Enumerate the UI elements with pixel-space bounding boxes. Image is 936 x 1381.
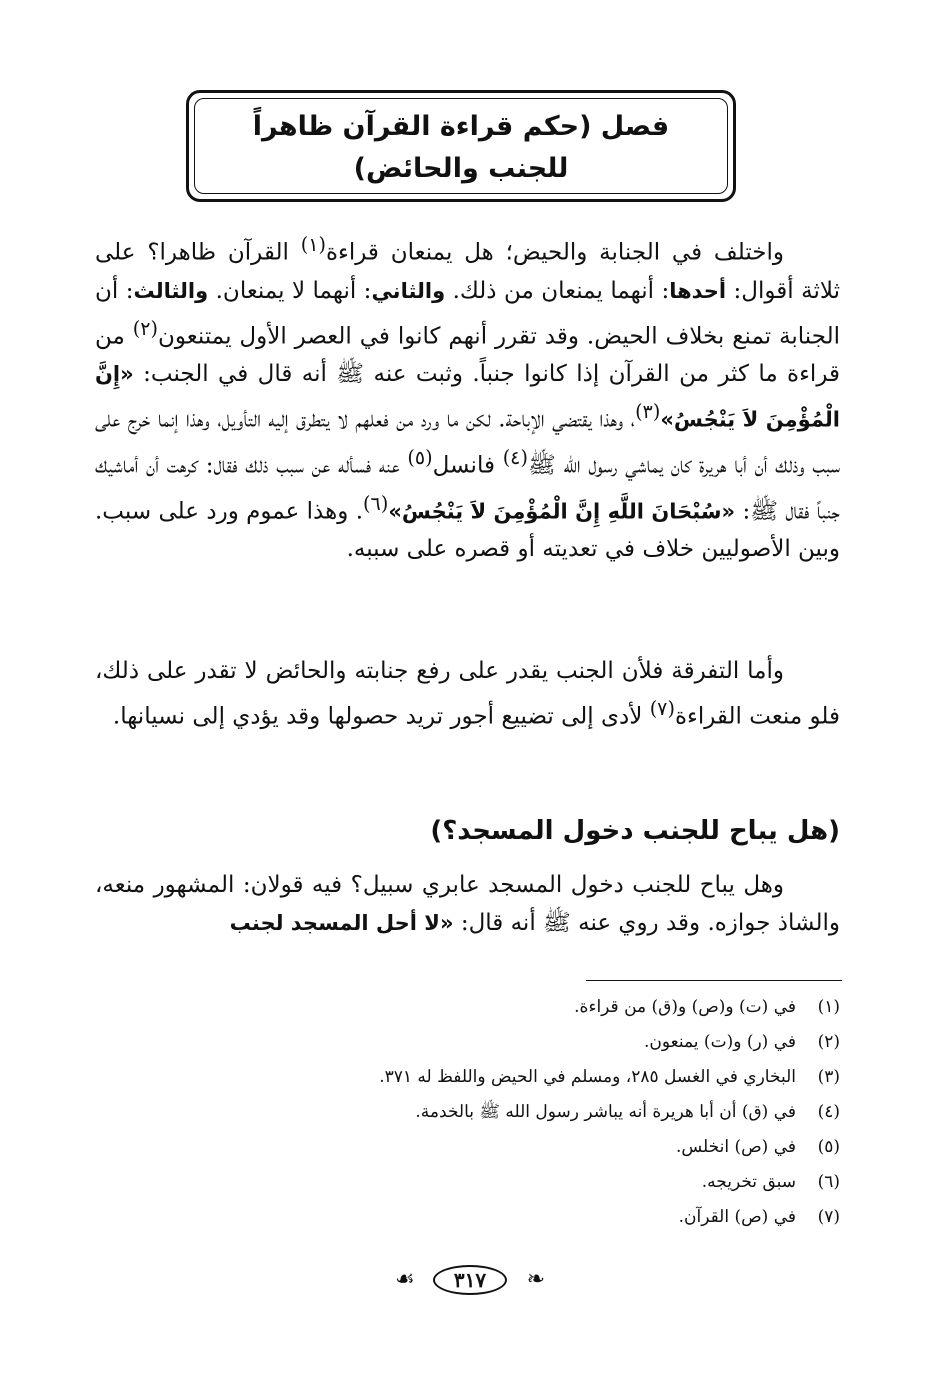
footnote-number: (٧): [817, 1207, 840, 1227]
footnote-number: (٦): [817, 1172, 840, 1192]
footnote-item: [140, 1060, 840, 1095]
footnote-text: البخاري في الغسل ٢٨٥، ومسلم في الحيض واللفظ له ٣٧١.: [379, 1067, 796, 1087]
text-run: : أنهما لا يمنعان.: [208, 277, 372, 304]
text-run: وهل يباح للجنب دخول المسجد عابري سبيل؟ فيه قولان: المشهور منعه، والشاذ جوازه. وقد روي عنه ﷺ أنه قال:: [95, 872, 840, 936]
chapter-title-line-2: للجنب والحائض): [353, 153, 569, 184]
text-run: : أن الجنابة تمنع بخلاف الحيض. وقد تقرر أنهم كانوا في العصر الأول يمتنعون: [95, 277, 840, 350]
footnote-text: في (ق) أن أبا هريرة أنه يباشر رسول الله ﷺ بالخدمة.: [415, 1102, 796, 1122]
hadith-quote: «لا أحل المسجد لجنب: [229, 911, 454, 935]
text-run: ، وهذا يقتضي الإباحة. لكن ما ورد من فعلهم لا يتطرق إليه التأويل، وهذا إنما خرج على سبب وذلك أن أبا هريرة كان يماشي رسول الله ﷺ: [95, 406, 840, 479]
page-number-ornament: [395, 1262, 545, 1300]
term-first: أحدها: [669, 278, 727, 303]
flourish-ornament-icon: ❧: [526, 1267, 545, 1292]
footnote-number: (٣): [817, 1067, 840, 1087]
footnote-item: [140, 1130, 840, 1165]
footnote-text: في (ص) انخلس.: [675, 1137, 796, 1157]
footnote-text: في (ر) و(ت) يمنعون.: [643, 1032, 796, 1052]
text-run: وأما التفرقة فلأن الجنب يقدر على رفع جنابته والحائض لا تقدر على ذلك، فلو منعت القراءة: [95, 658, 840, 730]
footnote-divider: [586, 980, 842, 981]
footnote-marker[interactable]: (٤): [502, 445, 528, 469]
paragraph-2: [95, 652, 840, 736]
footnote-marker[interactable]: (١): [300, 233, 326, 256]
term-second: والثاني: [371, 278, 446, 303]
footnote-number: (٥): [817, 1137, 840, 1157]
paragraph-1: [95, 226, 840, 568]
text-run: : أنهما يمنعان من ذلك.: [445, 277, 670, 304]
footnote-item: [140, 990, 840, 1025]
hadith-quote: «سُبْحَانَ اللَّهِ إِنَّ الْمُؤْمِنَ لاَ يَنْجُسُ»: [388, 499, 736, 524]
section-heading: (هل يباح للجنب دخول المسجد؟): [430, 816, 840, 846]
footnotes: [140, 990, 840, 1235]
text-run: عنه فسأله عن سبب ذلك فقال: كرهت أن أماشيك جنباً فقال ﷺ:: [95, 452, 841, 525]
footnote-marker[interactable]: (٦): [363, 491, 389, 515]
footnote-text: سبق تخريجه.: [701, 1172, 796, 1192]
term-third: والثالث: [133, 278, 209, 303]
text-run: لأدى إلى تضييع أجور تريد حصولها وقد يؤدي إلى نسيانها.: [112, 703, 650, 730]
text-run: من قراءة ما كثر من القرآن إذا كانوا جنباً. وثبت عنه ﷺ أنه قال في الجنب:: [95, 323, 840, 388]
footnote-marker[interactable]: (٥): [407, 445, 433, 469]
chapter-title-frame: [186, 90, 736, 202]
text-run: واختلف في الجنابة والحيض؛ هل يمنعان قراءة: [325, 239, 784, 266]
flourish-ornament-icon: ☙: [395, 1267, 415, 1292]
hadith-quote: «إِنَّ الْمُؤْمِنَ لاَ يَنْجُسُ»: [95, 362, 840, 432]
footnote-number: (٤): [817, 1102, 840, 1122]
page-number: ٣١٧: [433, 1265, 507, 1295]
text-run: . وهذا عموم ورد على سبب. وبين الأصوليين خلاف في تعديته أو قصره على سببه.: [95, 498, 840, 563]
footnote-text: في (ص) القرآن.: [678, 1207, 796, 1227]
text-run: القرآن ظاهرا؟ على ثلاثة أقوال:: [95, 239, 840, 304]
footnote-item: [140, 1025, 840, 1060]
text-run: فانسل: [432, 452, 503, 479]
footnote-marker[interactable]: (٧): [649, 697, 675, 720]
footnote-item: [140, 1165, 840, 1200]
footnote-number: (٢): [817, 1032, 840, 1052]
footnote-number: (١): [817, 997, 840, 1017]
footnote-marker[interactable]: (٣): [635, 400, 661, 424]
footnote-item: [140, 1200, 840, 1235]
footnote-marker[interactable]: (٢): [132, 316, 159, 340]
footnote-text: في (ت) و(ص) و(ق) من قراءة.: [574, 997, 796, 1017]
chapter-title-line-1: فصل (حكم قراءة القرآن ظاهراً: [252, 111, 670, 142]
paragraph-3: [95, 866, 840, 942]
footnote-item: [140, 1095, 840, 1130]
